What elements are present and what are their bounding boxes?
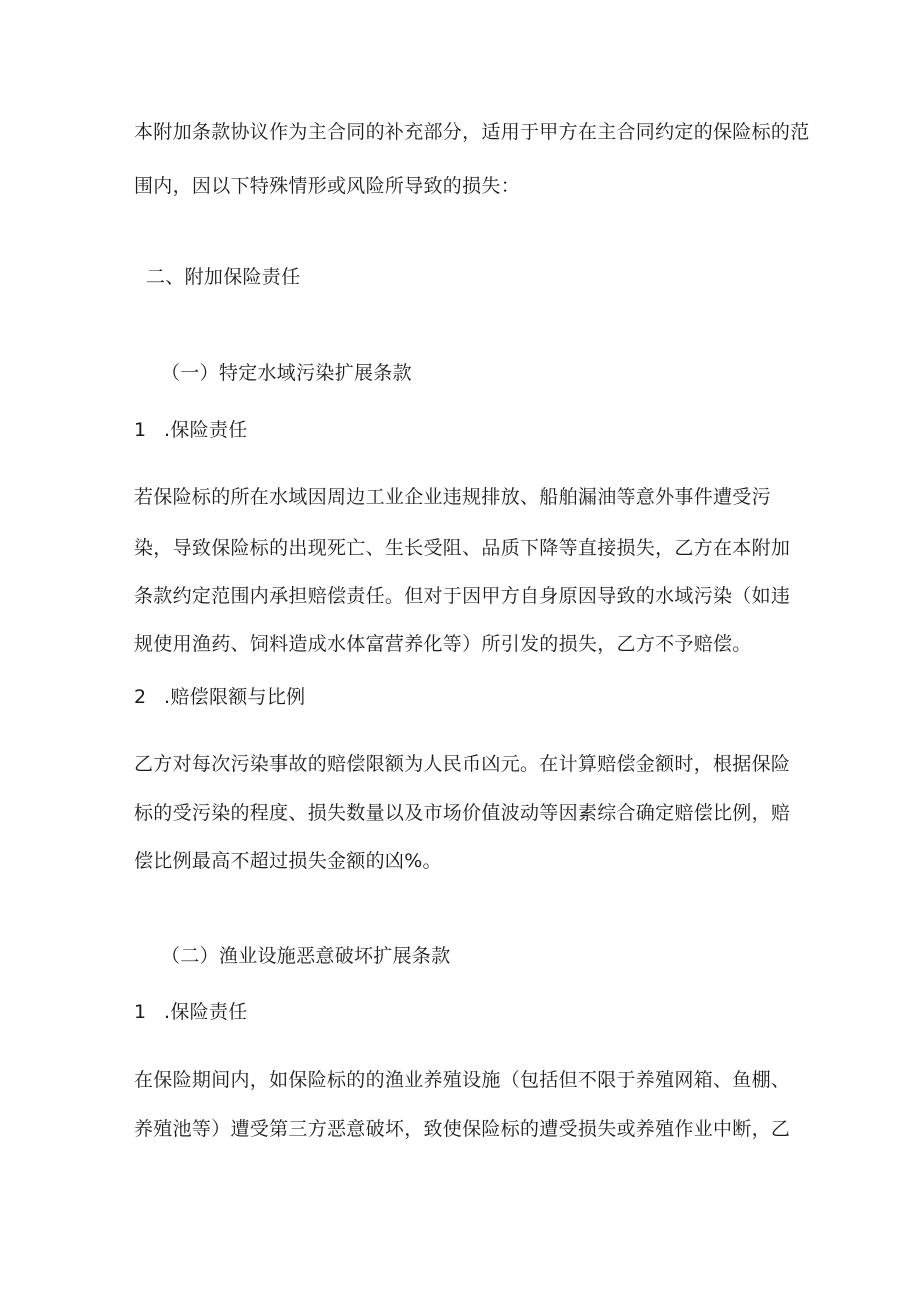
clause-2-heading: （二）渔业设施恶意破坏扩展条款: [161, 945, 451, 967]
item-number: 2: [134, 686, 147, 708]
clause-1-item-1-text-line-1: 若保险标的所在水域因周边工业企业违规排放、船舶漏油等意外事件遭受污: [134, 486, 771, 508]
item-title: .保险责任: [164, 1001, 248, 1023]
clause-1-item-1-text-line-3: 条款约定范围内承担赔偿责任。但对于因甲方自身原因导致的水域污染（如违: [134, 585, 791, 607]
clause-2-item-1-text-line-2: 养殖池等）遭受第三方恶意破坏，致使保险标的遭受损失或养殖作业中断，乙: [134, 1118, 791, 1140]
clause-1-heading: （一）特定水域污染扩展条款: [161, 362, 412, 384]
intro-paragraph-line-2: 围内，因以下特殊情形或风险所导致的损失：: [134, 175, 521, 197]
clause-1-item-1-text-line-2: 染，导致保险标的出现死亡、生长受阻、品质下降等直接损失，乙方在本附加: [134, 537, 791, 559]
item-title: .赔偿限额与比例: [164, 686, 306, 708]
clause-1-item-2-heading: [134, 685, 305, 709]
clause-2-item-1-text-line-1: 在保险期间内，如保险标的的渔业养殖设施（包括但不限于养殖网箱、鱼棚、: [134, 1069, 791, 1091]
section-heading: 二、附加保险责任: [146, 266, 301, 288]
clause-1-item-2-text-line-3: 偿比例最高不超过损失金额的凶%。: [134, 850, 442, 872]
clause-1-item-2-text-line-1: 乙方对每次污染事故的赔偿限额为人民币凶元。在计算赔偿金额时，根据保险: [134, 753, 791, 775]
intro-paragraph-line-1: 本附加条款协议作为主合同的补充部分，适用于甲方在主合同约定的保险标的范: [134, 121, 810, 143]
item-title: .保险责任: [164, 419, 248, 441]
item-number: 1: [134, 1001, 147, 1023]
clause-1-item-1-text-line-4: 规使用渔药、饲料造成水体富营养化等）所引发的损失，乙方不予赔偿。: [134, 633, 752, 655]
clause-2-item-1-heading: [134, 1000, 248, 1024]
clause-1-item-1-heading: [134, 418, 248, 442]
clause-1-item-2-text-line-2: 标的受污染的程度、损失数量以及市场价值波动等因素综合确定赔偿比例，赔: [134, 802, 791, 824]
item-number: 1: [134, 419, 147, 441]
